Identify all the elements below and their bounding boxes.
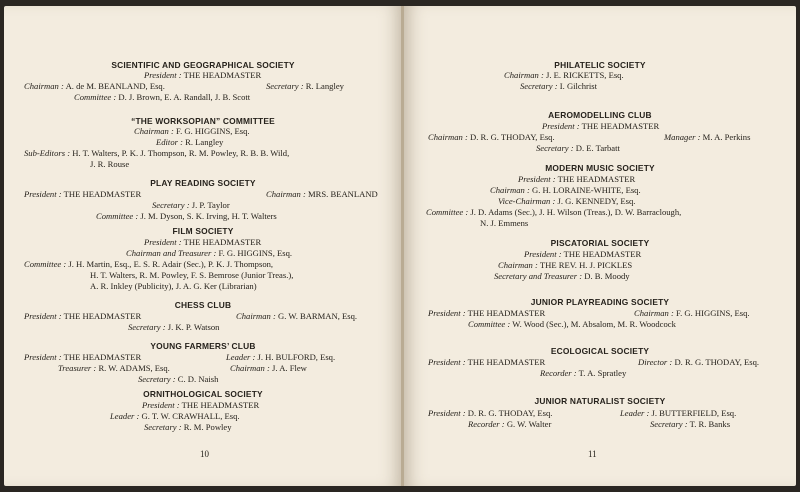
entry-line [74,92,250,102]
entry-value: F. G. HIGGINS, Esq. [676,308,750,318]
entry-value: D. R. G. THODAY, Esq. [470,132,555,142]
entry-line [536,143,620,153]
entry-value: THE HEADMASTER [563,249,642,259]
entry-label: Secretary : [536,143,574,153]
entry-label: Committee : [24,259,67,269]
entry-label: Committee : [468,319,511,329]
entry-label: Manager : [664,132,701,142]
entry-label: Secretary : [266,81,304,91]
entry-label: Editor : [156,137,183,147]
entry-line [24,148,289,158]
entry-value: J. H. Martin, Esq., E. S. R. Adair (Sec.), P. K. J. Thompson, [68,259,274,269]
entry-label: Committee : [96,211,139,221]
entry-label: Chairman : [266,189,306,199]
entry-line [24,189,141,199]
entry-value: I. Gilchrist [559,81,598,91]
entry-label: Chairman : [236,311,276,321]
entry-label: President : [144,237,182,247]
entry-value: J. M. Dyson, S. K. Irving, H. T. Walters [140,211,277,221]
entry-line [468,319,676,329]
entry-value: THE HEADMASTER [63,189,142,199]
entry-label: Secretary : [520,81,558,91]
entry-label: President : [524,249,562,259]
section-heading: PISCATORIAL SOCIETY [550,238,650,248]
entry-label: President : [542,121,580,131]
entry-label: Recorder : [468,419,505,429]
entry-label: Chairman : [230,363,270,373]
entry-label: Chairman : [134,126,174,136]
entry-label: Vice-Chairman : [498,196,556,206]
entry-value: THE HEADMASTER [63,352,142,362]
page-number: 11 [588,449,597,459]
entry-line [152,200,230,210]
entry-line [126,248,292,258]
entry-label: Director : [638,357,673,367]
entry-value: J. A. Flew [272,363,307,373]
entry-value: G. W. BARMAN, Esq. [278,311,358,321]
section-heading: SCIENTIFIC AND GEOGRAPHICAL SOCIETY [111,60,295,70]
entry-line [24,259,273,269]
entry-line [24,311,141,321]
entry-line [226,352,335,362]
entry-line [498,260,632,270]
section-heading: PHILATELIC SOCIETY [554,60,646,70]
entry-label: President : [24,352,62,362]
entry-line [638,357,759,367]
entry-label: Secretary : [152,200,190,210]
entry-line [90,281,257,291]
entry-label: Secretary : [138,374,176,384]
entry-line [138,374,218,384]
entry-label: Chairman : [504,70,544,80]
entry-value: T. R. Banks [689,419,731,429]
entry-label: Chairman : [634,308,674,318]
section-heading: JUNIOR NATURALIST SOCIETY [534,396,666,406]
entry-value: D. E. Tarbatt [575,143,620,153]
entry-label: Recorder : [540,368,577,378]
entry-line [524,249,641,259]
entry-value: MRS. BEANLAND [308,189,378,199]
entry-value: D. J. Brown, E. A. Randall, J. B. Scott [118,92,251,102]
section-heading: CHESS CLUB [174,300,232,310]
entry-value: A. de M. BEANLAND, Esq. [65,81,165,91]
entry-line [540,368,626,378]
entry-value: G. H. LORAINE-WHITE, Esq. [532,185,641,195]
section-heading: YOUNG FARMERS’ CLUB [150,341,256,351]
entry-line [142,400,259,410]
section-heading: ORNITHOLOGICAL SOCIETY [143,389,263,399]
entry-label: Leader : [226,352,256,362]
entry-label: Leader : [110,411,140,421]
entry-label: Chairman : [428,132,468,142]
entry-value: J. P. Taylor [191,200,230,210]
entry-value: THE HEADMASTER [183,237,262,247]
entry-value: THE HEADMASTER [467,357,546,367]
entry-line [96,211,277,221]
entry-line [144,237,261,247]
entry-line [58,363,170,373]
entry-line [266,81,344,91]
entry-line [468,419,551,429]
entry-line [24,81,165,91]
entry-line [620,408,736,418]
entry-value: THE HEADMASTER [467,308,546,318]
entry-value: J. D. Adams (Sec.), J. H. Wilson (Treas.), D. W. Barraclough, [470,207,682,217]
entry-label: Secretary : [144,422,182,432]
entry-label: Committee : [426,207,469,217]
entry-value: H. T. Walters, P. K. J. Thompson, R. M. Powley, R. B. B. Wild, [72,148,290,158]
entry-label: Chairman : [498,260,538,270]
entry-value: THE REV. H. J. PICKLES [539,260,633,270]
entry-value: C. D. Naish [177,374,219,384]
entry-value: J. R. Rouse [90,159,130,169]
entry-label: President : [428,308,466,318]
entry-value: THE HEADMASTER [183,70,262,80]
entry-label: Secretary and Treasurer : [494,271,583,281]
section-heading: “THE WORKSOPIAN” COMMITTEE [131,116,275,126]
entry-value: R. W. ADAMS, Esq. [98,363,170,373]
entry-value: R. M. Powley [183,422,232,432]
entry-label: Committee : [74,92,117,102]
left-page [4,6,402,486]
entry-label: Leader : [620,408,650,418]
entry-line [480,218,528,228]
section-heading: ECOLOGICAL SOCIETY [550,346,650,356]
entry-line [518,174,635,184]
entry-value: G. W. Walter [506,419,552,429]
entry-label: President : [24,189,62,199]
entry-label: President : [24,311,62,321]
section-heading: PLAY READING SOCIETY [150,178,256,188]
entry-value: H. T. Walters, R. M. Powley, F. S. Bemrose (Junior Treas.), [90,270,294,280]
entry-line [24,352,141,362]
entry-value: T. A. Spratley [578,368,627,378]
entry-line [428,308,545,318]
right-page [404,6,796,486]
entry-value: M. A. Perkins [702,132,751,142]
entry-line [494,271,630,281]
entry-value: THE HEADMASTER [181,400,260,410]
entry-line [266,189,378,199]
entry-line [230,363,307,373]
entry-label: Secretary : [128,322,166,332]
entry-line [156,137,223,147]
entry-line [236,311,357,321]
entry-line [490,185,641,195]
entry-label: President : [428,408,466,418]
entry-line [542,121,659,131]
entry-line [90,270,293,280]
entry-value: J. K. P. Watson [167,322,220,332]
entry-label: Chairman : [490,185,530,195]
entry-value: THE HEADMASTER [63,311,142,321]
entry-value: THE HEADMASTER [557,174,636,184]
entry-label: President : [142,400,180,410]
entry-line [520,81,597,91]
entry-value: R. Langley [305,81,344,91]
entry-label: President : [144,70,182,80]
entry-value: F. G. HIGGINS, Esq. [218,248,293,258]
entry-value: G. T. W. CRAWHALL, Esq. [141,411,240,421]
entry-line [426,207,681,217]
entry-line [428,408,552,418]
entry-line [134,126,250,136]
entry-line [498,196,635,206]
entry-line [664,132,750,142]
entry-value: J. BUTTERFIELD, Esq. [651,408,737,418]
entry-line [634,308,750,318]
entry-line [428,357,545,367]
entry-value: A. R. Inkley (Publicity), J. A. G. Ker (Librarian) [90,281,257,291]
entry-value: D. R. G. THODAY, Esq. [467,408,553,418]
entry-value: D. R. G. THODAY, Esq. [674,357,760,367]
entry-line [144,70,261,80]
entry-line [650,419,730,429]
entry-label: Chairman and Treasurer : [126,248,217,258]
page-number: 10 [200,449,209,459]
entry-label: Sub-Editors : [24,148,71,158]
entry-value: J. E. RICKETTS, Esq. [546,70,624,80]
entry-label: Chairman : [24,81,64,91]
entry-line [504,70,624,80]
entry-line [128,322,219,332]
entry-label: President : [428,357,466,367]
entry-label: Treasurer : [58,363,97,373]
entry-value: D. B. Moody [584,271,630,281]
entry-line [110,411,240,421]
entry-value: N. J. Emmens [480,218,529,228]
section-heading: MODERN MUSIC SOCIETY [545,163,655,173]
section-heading: JUNIOR PLAYREADING SOCIETY [530,297,670,307]
entry-value: THE HEADMASTER [581,121,660,131]
entry-value: F. G. HIGGINS, Esq. [176,126,250,136]
entry-value: W. Wood (Sec.), M. Absalom, M. R. Woodcock [512,319,676,329]
entry-line [144,422,232,432]
entry-value: J. G. KENNEDY, Esq. [557,196,636,206]
entry-label: Secretary : [650,419,688,429]
entry-value: R. Langley [185,137,224,147]
section-heading: AEROMODELLING CLUB [548,110,652,120]
entry-label: President : [518,174,556,184]
entry-line [428,132,555,142]
entry-value: J. H. BULFORD, Esq. [257,352,336,362]
entry-line [90,159,129,169]
section-heading: FILM SOCIETY [172,226,234,236]
